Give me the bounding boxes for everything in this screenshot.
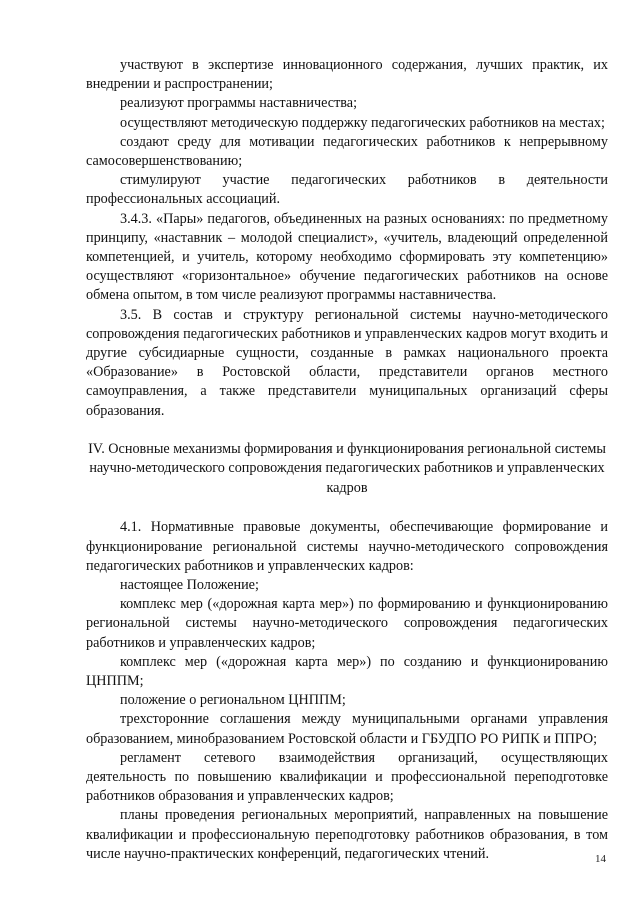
list-item: комплекс мер («дорожная карта мер») по формированию и функционированию региональной системы научно-методического сопровождения педагогических работников и управленческих кадров; [86,596,608,651]
list-item: трехсторонние соглашения между муниципальными органами управления образованием, минобразованием Ростовской области и ГБУДПО РО РИПК и ППРО; [86,711,608,747]
clause-3-5: 3.5. В состав и структуру региональной системы научно-методического сопровождения педагогических работников и управленческих кадров могут входить и другие субсидиарные сущности, созданные в рамках национального проекта «Образование» в Ростовской области, представители органов местного самоуправления, а также представители муниципальных организаций сферы образования. [86,306,608,419]
list-item: планы проведения региональных мероприятий, направленных на повышение квалификации и профессиональную переподготовку работников образования, в том числе научно-практических конференций, педагогических чтений. [86,807,608,862]
list-item: регламент сетевого взаимодействия организаций, осуществляющих деятельность по повышению квалификации и профессиональной переподготовке работников образования и управленческих кадров; [86,749,608,805]
list-item: комплекс мер («дорожная карта мер») по созданию и функционированию ЦНППМ; [86,653,608,689]
text-paragraph: участвуют в экспертизе инновационного содержания, лучших практик, их внедрении и распространении; [86,57,608,93]
page-number: 14 [595,853,606,865]
text-paragraph: создают среду для мотивации педагогических работников к непрерывному самосовершенствованию; [86,133,608,170]
section-heading: IV. Основные механизмы формирования и функционирования региональной системы научно-методического сопровождения педагогических работников и управленческих кадров [88,440,606,496]
document-page [86,56,608,864]
list-item: положение о региональном ЦНППМ; [120,692,346,709]
text-paragraph: реализуют программы наставничества; [120,95,358,112]
text-paragraph: стимулируют участие педагогических работников в деятельности профессиональных ассоциаций. [86,172,608,208]
clause-4-1: 4.1. Нормативные правовые документы, обеспечивающие формирование и функционирование региональной системы научно-методического сопровождения педагогических работников и управленческих кадров: [86,519,608,574]
text-paragraph: осуществляют методическую поддержку педагогических работников на местах; [120,114,605,131]
list-item: настоящее Положение; [120,576,259,593]
clause-3-4-3: 3.4.3. «Пары» педагогов, объединенных на разных основаниях: по предметному принципу, «наставник – молодой специалист», «учитель, владеющий определенной компетенцией, и учитель, которому необходимо сформировать эту компетенцию» осуществляют «горизонтальное» обучение педагогических работников на основе обмена опытом, в том числе реализуют программы наставничества. [86,210,608,304]
